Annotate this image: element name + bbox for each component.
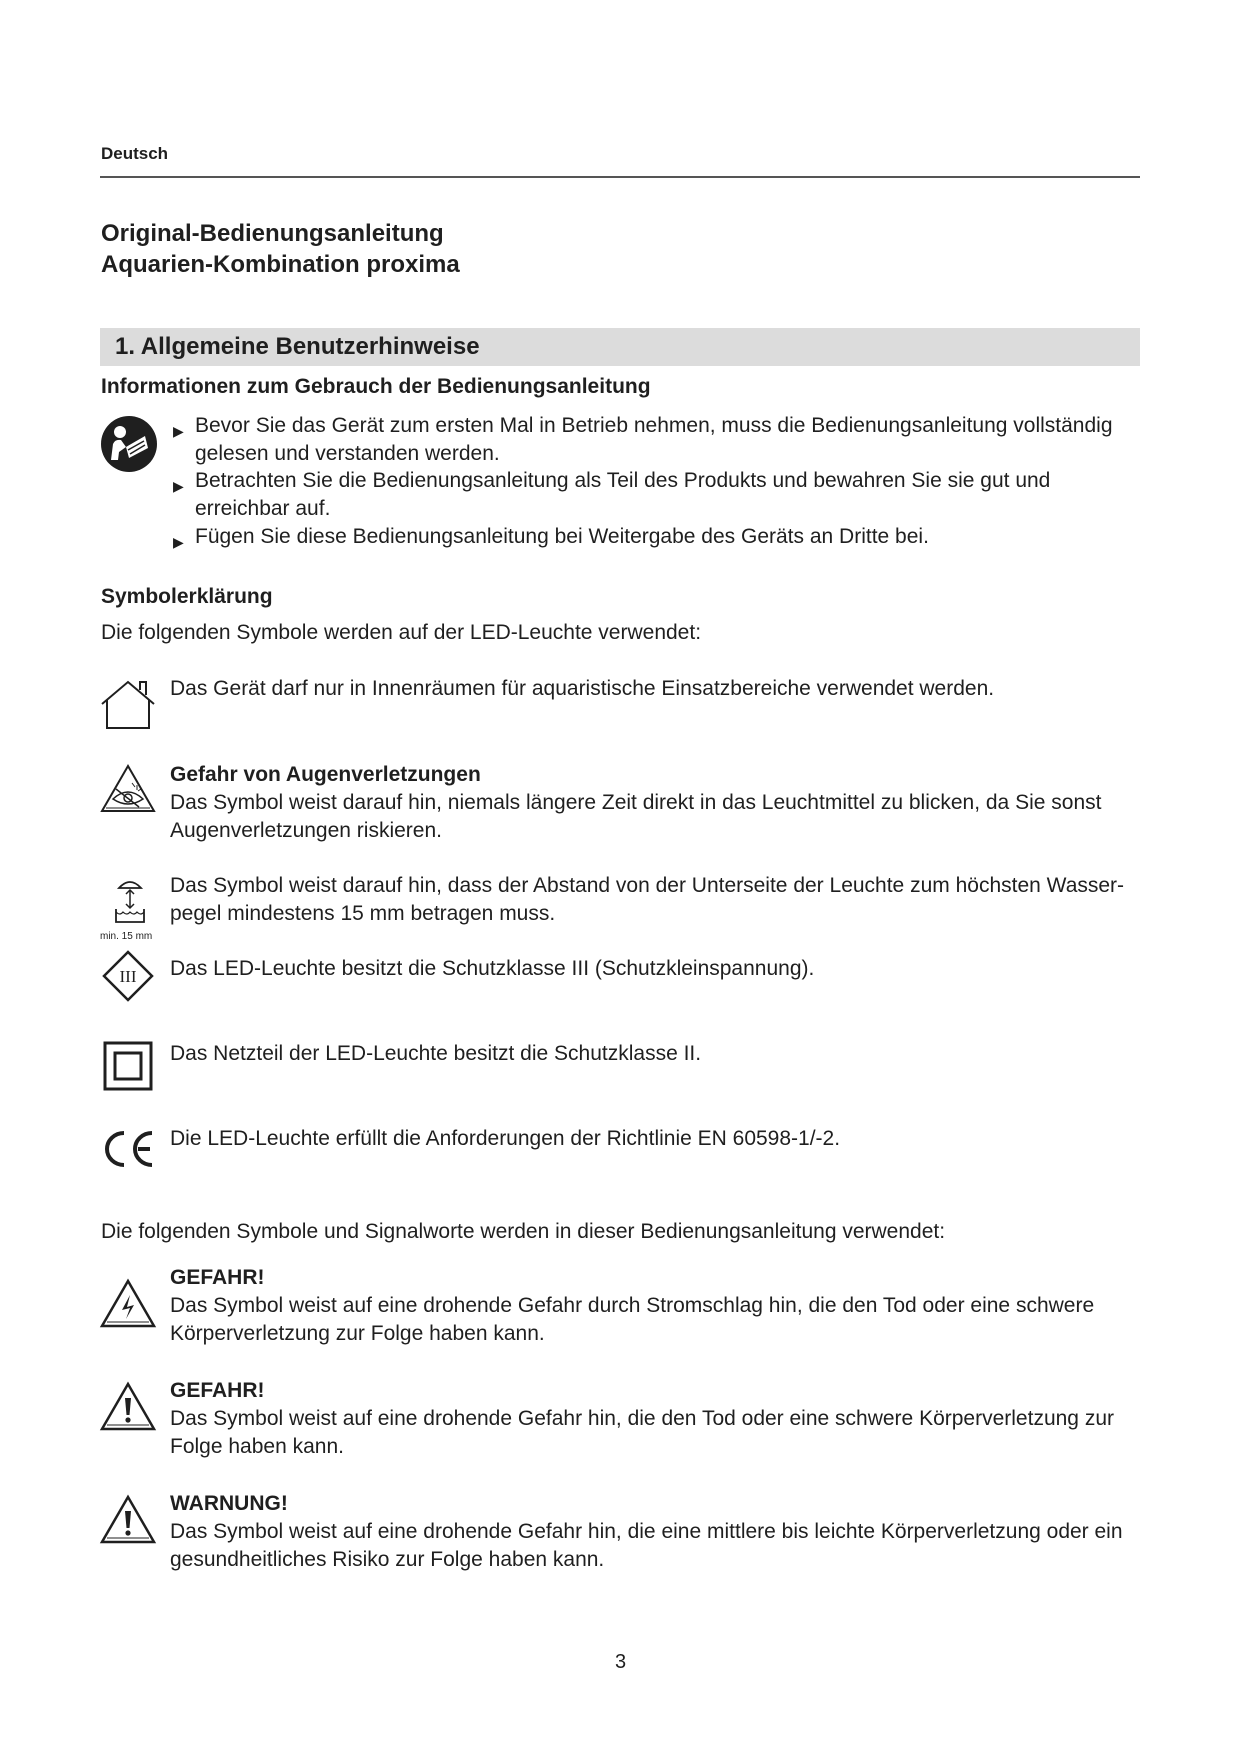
list-item (173, 467, 1133, 523)
danger-electric-text: Das Symbol weist auf eine drohende Gefahr durch Stromschlag hin, die den Tod oder eine schwere Körperverletzung zur Folge haben kann. (170, 1294, 1095, 1345)
danger-text: Das Symbol weist auf eine drohende Gefahr hin, die den Tod oder eine schwere Körperverletzung zur Folge haben kann. (170, 1407, 1114, 1458)
indoor-use-text: Das Gerät darf nur in Innenräumen für aquaristische Einsatzbereiche verwendet werden. (170, 677, 995, 700)
protection-class-2-icon (103, 1041, 153, 1091)
eye-hazard-text: Das Symbol weist darauf hin, niemals längere Zeit direkt in das Leuchtmittel zu blicken, da Sie sonst Augenverletzungen riskieren. (170, 791, 1102, 842)
water-distance-label: min. 15 mm (100, 931, 153, 942)
ce-mark-icon (102, 1129, 158, 1169)
section-heading: 1. Allgemeine Benutzerhinweise (115, 333, 480, 360)
svg-text:III: III (119, 967, 137, 986)
danger-electric-title: GEFAHR! (170, 1266, 265, 1289)
page-number: 3 (614, 1651, 627, 1673)
usage-info-heading: Informationen zum Gebrauch der Bedienungsanleitung (101, 375, 651, 398)
symbols-heading: Symbolerklärung (101, 585, 273, 608)
language-label: Deutsch (101, 144, 169, 163)
symbols-intro: Die folgenden Symbole werden auf der LED-Leuchte verwendet: (101, 621, 702, 644)
warning-icon (99, 1494, 157, 1546)
indoor-use-icon (99, 678, 157, 730)
list-item (173, 523, 1133, 551)
document-title-line2: Aquarien-Kombination proxima (101, 251, 460, 278)
warning-title: WARNUNG! (170, 1492, 288, 1515)
water-distance-text: Das Symbol weist darauf hin, dass der Abstand von der Unterseite der Leuchte zum höchsten Wasser-pegel mindestens 15 mm betragen muss. (170, 874, 1125, 925)
ce-mark-text: Die LED-Leuchte erfüllt die Anforderungen der Richtlinie EN 60598-1/-2. (170, 1127, 841, 1150)
signals-intro: Die folgenden Symbole und Signalworte werden in dieser Bedienungsanleitung verwendet: (101, 1220, 946, 1243)
bullet-arrow-icon: ▶ (173, 423, 184, 439)
bullet-text: Fügen Sie diese Bedienungsanleitung bei Weitergabe des Geräts an Dritte bei. (195, 525, 929, 548)
electric-shock-warning-icon (99, 1278, 157, 1330)
bullet-text: Betrachten Sie die Bedienungsanleitung als Teil des Produkts und bewahren Sie sie gut und erreichbar auf. (195, 469, 1051, 520)
list-item (173, 412, 1133, 468)
read-manual-icon (99, 414, 159, 474)
bullet-text: Bevor Sie das Gerät zum ersten Mal in Betrieb nehmen, muss die Bedienungsanleitung vollständig gelesen und verstanden werden. (195, 414, 1113, 465)
protection-class-3-icon (101, 949, 155, 1003)
document-title-line1: Original-Bedienungsanleitung (101, 220, 444, 247)
header-divider (100, 176, 1140, 178)
bullet-arrow-icon: ▶ (173, 478, 184, 494)
bullet-arrow-icon: ▶ (173, 534, 184, 550)
danger-warning-icon (99, 1381, 157, 1433)
protection-class-2-text: Das Netzteil der LED-Leuchte besitzt die Schutzklasse II. (170, 1042, 702, 1065)
eye-hazard-title: Gefahr von Augenverletzungen (170, 763, 481, 786)
protection-class-3-text: Das LED-Leuchte besitzt die Schutzklasse III (Schutzkleinspannung). (170, 957, 815, 980)
eye-hazard-icon (99, 763, 157, 815)
warning-text: Das Symbol weist auf eine drohende Gefahr hin, die eine mittlere bis leichte Körperverletzung oder ein gesundheitliches Risiko zur Folge haben kann. (170, 1520, 1123, 1571)
section-heading-bar (100, 328, 1140, 366)
water-distance-icon (113, 874, 147, 928)
danger-title: GEFAHR! (170, 1379, 265, 1402)
